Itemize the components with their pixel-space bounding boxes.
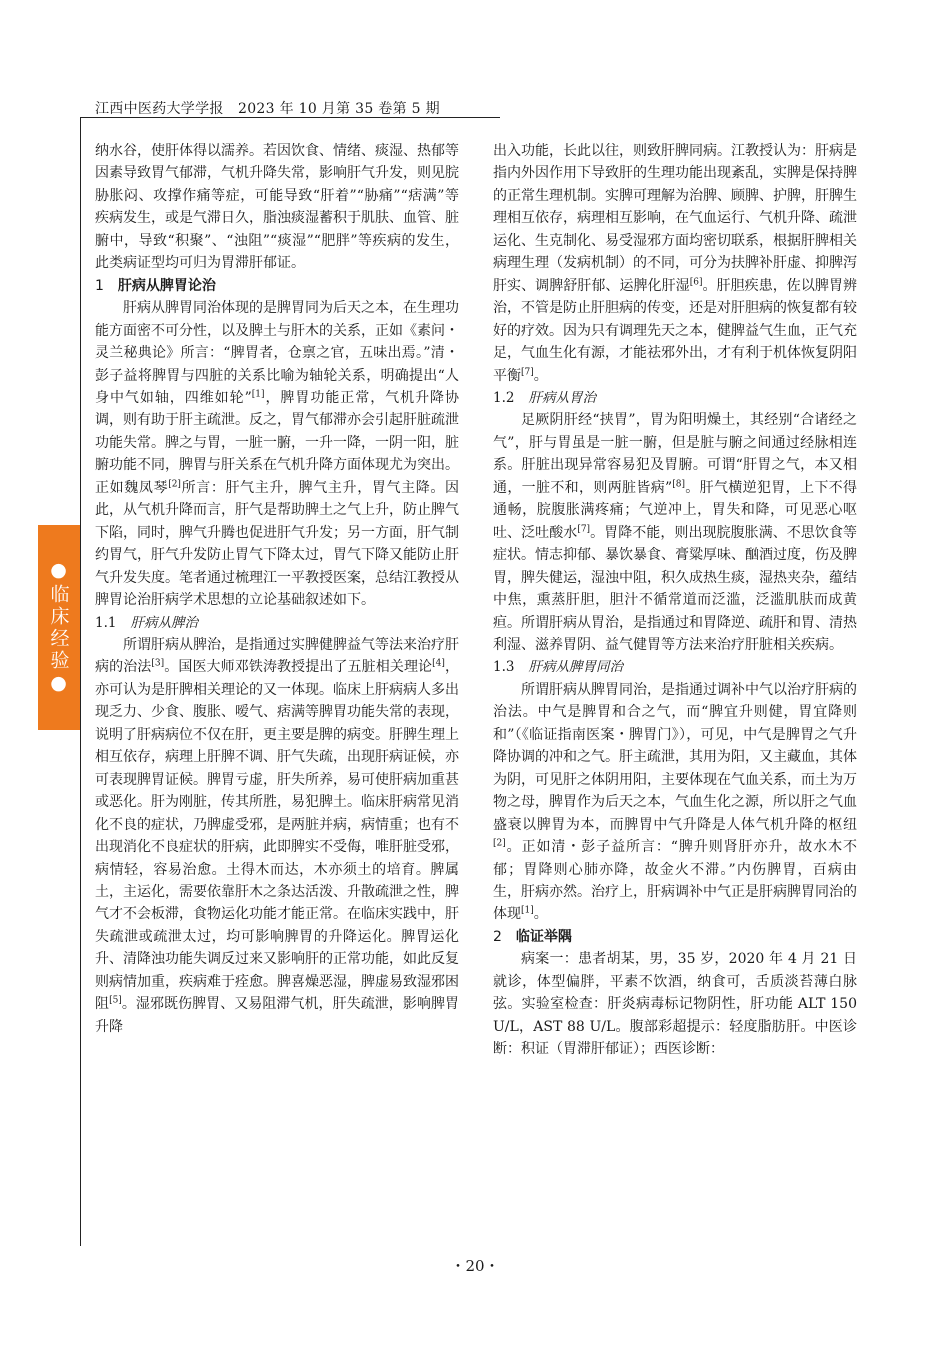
citation: [3] — [151, 658, 165, 669]
paragraph — [95, 634, 459, 1038]
paragraph — [95, 297, 459, 611]
citation: [1] — [521, 905, 534, 916]
subsection-heading — [493, 387, 857, 409]
paragraph — [493, 679, 857, 926]
section-side-tab — [38, 525, 80, 730]
text-run: 。胃降不能，则出现脘腹胀满、不思饮食等症状。情志抑郁、暴饮暴食、膏粱厚味、酗酒过度，伤及脾胃，脾失健运，湿浊中阻，积久成热生痰，湿热夹杂，蕴结中焦，熏蒸肝胆，胆汁不循常道而泛滥，泛滥肌肤而成黄疸。所谓肝病从胃治，是指通过和胃降逆、疏肝和胃、清热利湿、滋养胃阴、益气健胃等方法来治疗肝脏相关疾病。 — [493, 524, 858, 653]
citation: [5] — [109, 995, 122, 1006]
text-run: 。肝气横逆犯胃，上下不得通畅，脘腹胀满疼痛；气逆冲上，胃失和降，可见恶心呕吐、泛吐酸水 — [493, 479, 857, 541]
citation: [1] — [251, 389, 265, 400]
text-run: 所谓肝病从脾胃同治，是指通过调补中气以治疗肝病的治法。中气是脾胃和合之气，而“脾宜升则健，胃宜降则和”（《临证指南医案・脾胃门》），可见，中气是脾胃之气升降协调的冲和之气。肝主疏泄，其用为阳，又主藏血，其体为阴，可见肝之体阴用阳，主要体现在气血关系，而土为万物之母，脾胃作为后天之本，气血生化之源，所以肝之气血盛衰以脾胃为本，而脾胃中气升降是人体气机升降的枢纽 — [493, 681, 857, 833]
citation: [2] — [493, 838, 506, 849]
text-run: 。 — [533, 906, 548, 923]
text-run: 肝病从脾胃同治体现的是脾胃同为后天之本，在生理功能方面密不可分性，以及脾土与肝木的关系，正如《素问・灵兰秘典论》所言：“脾胃者，仓禀之官，五味出焉。”清・彭子益将脾胃与四脏的关系比喻为轴轮关系，明确提出“人身中气如轴，四维如轮” — [95, 300, 459, 406]
margin-rule — [80, 117, 81, 1246]
section-number: 1 — [95, 277, 104, 294]
text-run: 。 — [533, 367, 548, 384]
subsection-number: 1.3 — [493, 659, 515, 676]
text-run: 所言：肝气主升，脾气主升，胃气主降。因此，从气机升降而言，肝气是帮助脾土之气上升，防止脾气下陷，同时，脾气升腾也促进肝气升发；另一方面，肝气制约胃气，肝气升发防止胃气下降太过，胃气下降又能防止肝气升发失度。笔者通过梳理江一平教授医案，总结江教授从脾胃论治肝病学术思想的立论基础叙述如下。 — [95, 479, 460, 609]
subsection-number: 1.1 — [95, 614, 117, 631]
subsection-number: 1.2 — [493, 389, 515, 406]
text-run: 。肝胆疾患，佐以脾胃辨治，不管是防止肝胆病的传变，还是对肝胆病的恢复都有较好的疗效。因为只有调理先天之本，健脾益气生血，正气充足，气血生化有源，才能祛邪外出，才有利于机体恢复阴阳平衡 — [493, 277, 858, 384]
paragraph — [493, 409, 857, 656]
paragraph: 病案一：患者胡某，男，35 岁，2020 年 4 月 21 日就诊，体型偏胖，平素不饮酒，纳食可，舌质淡苔薄白脉弦。实验室检查：肝炎病毒标记物阴性，肝功能 ALT 150 U/L，AST 88 U/L。腹部彩超提示：轻度脂肪肝。中医诊断：积证（胃滞肝郁证）；西医诊断： — [493, 951, 857, 1058]
text-run: 。湿邪既伤脾胃、又易阻滞气机，肝失疏泄，影响脾胃升降 — [95, 996, 460, 1035]
right-column — [493, 140, 857, 1061]
citation: [7] — [521, 366, 534, 377]
section-title: 临证举隅 — [515, 928, 572, 945]
citation: [2] — [168, 479, 181, 490]
citation: [8] — [672, 479, 685, 490]
left-column — [95, 140, 459, 1038]
header-rule — [80, 117, 500, 118]
subsection-heading — [95, 612, 459, 634]
text-run: ，脾胃功能正常，气机升降协调，则有助于肝主疏泄。反之，胃气郁滞亦会引起肝脏疏泄功能失常。脾之与胃，一脏一腑，一升一降，一阴一阳，脏腑功能不同，脾胃与肝关系在气机升降方面体现尤为突出。正如魏凤琴 — [95, 389, 459, 496]
text-run: 足厥阴肝经“挟胃”，胃为阳明燥土，其经别“合诸经之气”，肝与胃虽是一脏一腑，但是脏与腑之间通过经脉相连系。肝脏出现异常容易犯及胃腑。可谓“肝胃之气，本又相通，一脏不和，则两脏皆病” — [493, 412, 857, 496]
page-number: ・20・ — [450, 1257, 500, 1275]
section-title: 肝病从脾胃论治 — [117, 277, 216, 294]
citation: [4] — [432, 658, 445, 669]
journal-header: 江西中医药大学学报 2023 年 10 月第 35 卷第 5 期 — [95, 101, 440, 117]
section-heading — [95, 275, 459, 297]
subsection-title: 肝病从胃治 — [528, 389, 596, 406]
text-run: 出入功能，长此以往，则致肝脾同病。江教授认为：肝病是指内外因作用下导致肝的生理功能出现紊乱，实脾是保持脾的正常生理机制。实脾可理解为治脾、顾脾、护脾，肝脾生理相互依存，病理相互影响，在气血运行、气机升降、疏泄运化、生克制化、易受湿邪方面均密切联系，根据肝脾相关病理生理（发病机制）的不同，可分为扶脾补肝虚、抑脾泻肝实、调脾舒肝郁、运脾化肝湿 — [493, 143, 857, 294]
citation: [7] — [577, 524, 591, 535]
subsection-heading — [493, 656, 857, 678]
side-tab-label: ●临床经验● — [47, 558, 70, 697]
paragraph: 纳水谷，使肝体得以濡养。若因饮食、情绪、痰湿、热郁等因素导致胃气郁滞，气机升降失常，影响肝气升发，则见脘胁胀闷、攻撑作痛等症，可能导致“肝着”“胁痛”“痞满”等疾病发生，或是气滞日久，脂浊痰湿蓄积于肌肤、血管、脏腑中，导致“积聚”、“浊阻”“痰湿”“肥胖”等疾病的发生，此类病证型均可归为胃滞肝郁证。 — [95, 143, 459, 272]
subsection-title: 肝病从脾治 — [130, 614, 198, 631]
section-heading — [493, 926, 857, 948]
subsection-title: 肝病从脾胃同治 — [528, 659, 623, 676]
section-number: 2 — [493, 928, 502, 945]
text-run: ，亦可认为是肝脾相关理论的又一体现。临床上肝病病人多出现乏力、少食、腹胀、嗳气、痞满等脾胃功能失常的表现，说明了肝病病位不仅在肝，更主要是脾的病变。肝脾生理上相互依存，病理上肝脾不调、肝气失疏，出现肝病证候，亦可表现脾胃证候。脾胃亏虚，肝失所养，易可使肝病加重甚或恶化。肝为刚脏，传其所胜，易犯脾土。临床肝病常见消化不良的症状，乃脾虚受邪，是两脏并病，病情重；也有不出现消化不良症状的肝病，此即脾实不受侮，唯肝脏受邪，病情轻，容易治愈。土得木而达，木亦须土的培育。脾属土，主运化，需要依靠肝木之条达活泼、升散疏泄之性，脾气才不会板滞，食物运化功能才能正常。在临床实践中，肝失疏泄或疏泄太过，均可影响脾胃的升降运化。脾胃运化升、清降浊功能失调反过来又影响肝的正常功能，如此反复则病情加重，疾病难于痊愈。脾喜燥恶湿，脾虚易致湿邪困阻 — [95, 659, 460, 1013]
citation: [6] — [689, 277, 703, 288]
text-run: 。正如清・彭子益所言：“脾升则肾肝亦升，故水木不郁；胃降则心肺亦降，故金火不滞。”内伤脾胃，百病由生，肝病亦然。治疗上，肝病调补中气正是肝病脾胃同治的体现 — [493, 839, 857, 923]
text-run: 所谓肝病从脾治，是指通过实脾健脾益气等法来治疗肝病的治法 — [95, 636, 459, 676]
text-run: 。国医大师邓铁涛教授提出了五脏相关理论 — [164, 659, 433, 676]
paragraph — [493, 140, 857, 387]
